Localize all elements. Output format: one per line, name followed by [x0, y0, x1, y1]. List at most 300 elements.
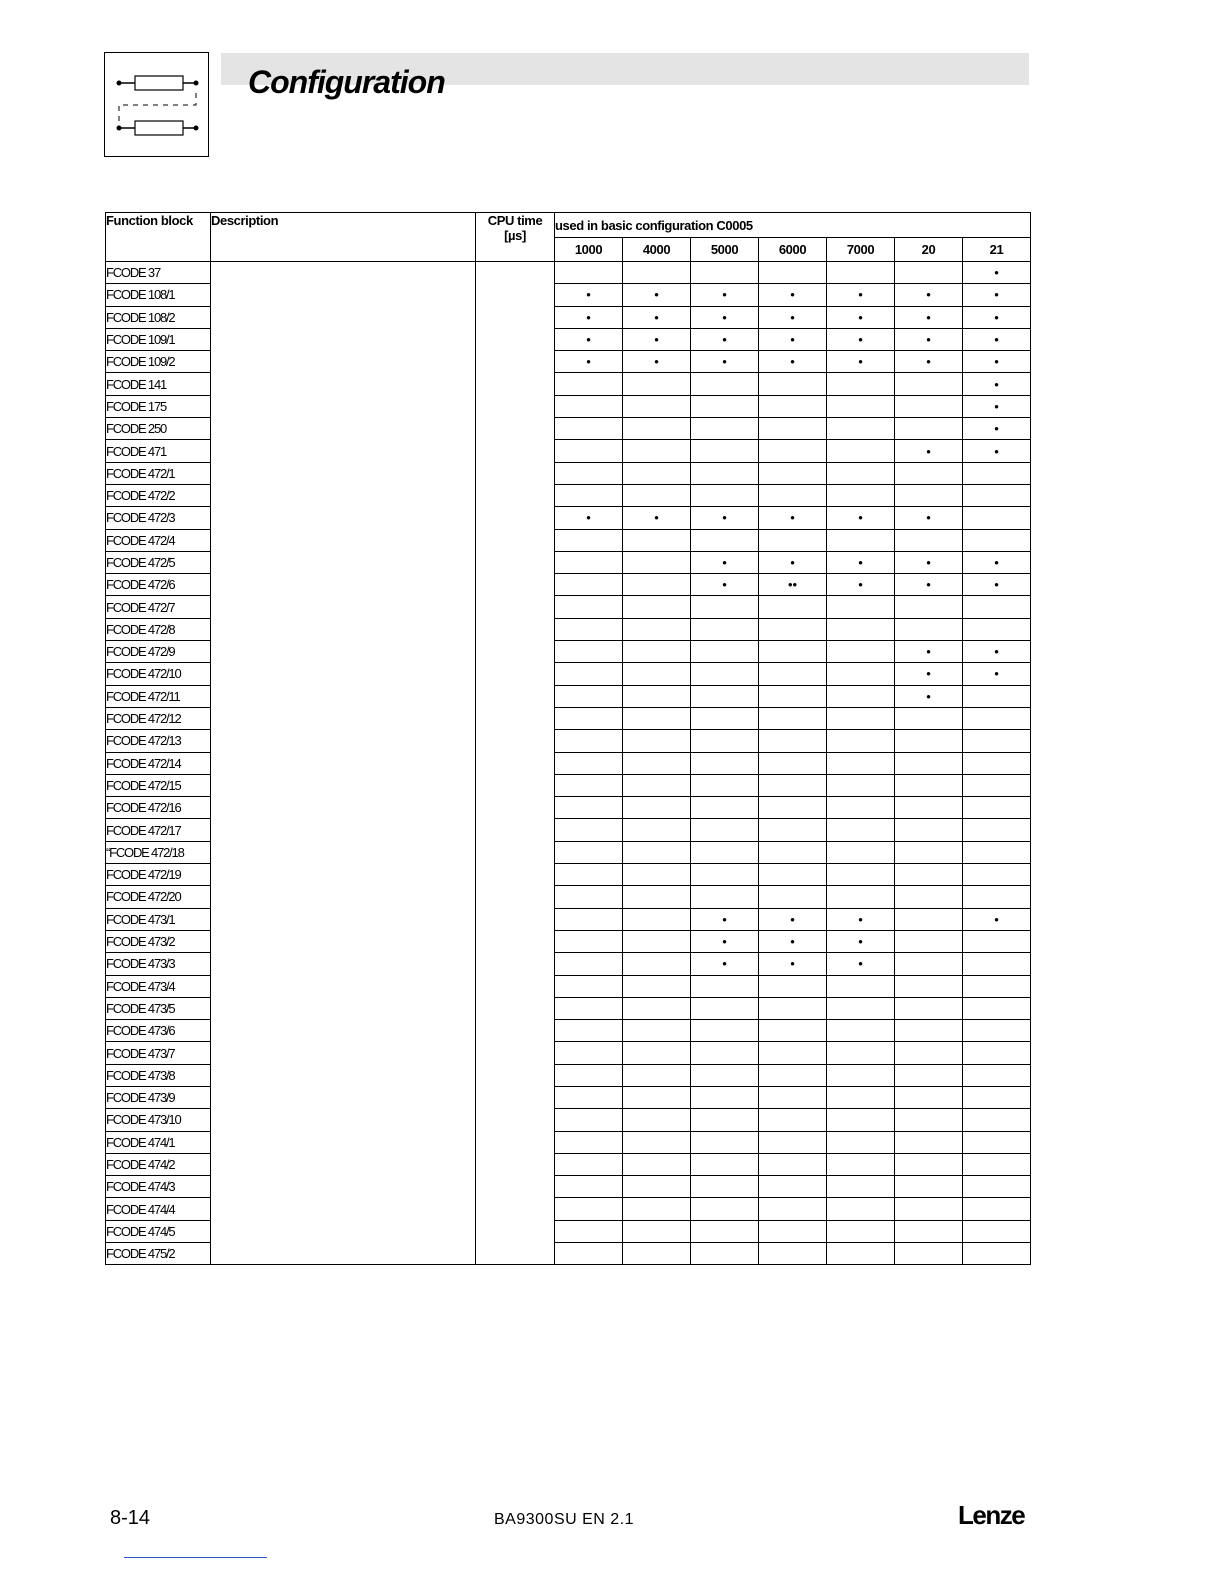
usage-mark-cell: • — [895, 551, 963, 573]
function-block-cell: FCODE 472/7 — [106, 596, 211, 618]
usage-mark-cell: • — [963, 418, 1031, 440]
usage-mark-cell — [691, 707, 759, 729]
function-block-cell: FCODE 473/5 — [106, 997, 211, 1019]
usage-mark-cell — [623, 1131, 691, 1153]
usage-mark-cell: • — [555, 284, 623, 306]
usage-mark-cell — [895, 418, 963, 440]
usage-mark-cell — [555, 574, 623, 596]
usage-mark-cell — [895, 618, 963, 640]
usage-mark-cell — [759, 1220, 827, 1242]
usage-mark-cell: • — [691, 328, 759, 350]
usage-mark-cell — [759, 373, 827, 395]
usage-mark-cell — [963, 1131, 1031, 1153]
usage-mark-cell — [623, 529, 691, 551]
usage-mark-cell — [555, 1198, 623, 1220]
usage-mark-cell — [555, 529, 623, 551]
usage-mark-cell — [623, 395, 691, 417]
usage-mark-cell — [827, 373, 895, 395]
usage-mark-cell — [759, 529, 827, 551]
usage-mark-cell — [691, 997, 759, 1019]
usage-mark-cell — [895, 484, 963, 506]
usage-mark-cell — [691, 395, 759, 417]
usage-mark-cell — [895, 953, 963, 975]
usage-mark-cell — [555, 1109, 623, 1131]
usage-mark-cell — [691, 596, 759, 618]
function-block-cell: FCODE 473/4 — [106, 975, 211, 997]
usage-mark-cell — [555, 551, 623, 573]
usage-mark-cell — [827, 1198, 895, 1220]
usage-mark-cell — [691, 1131, 759, 1153]
usage-mark-cell: • — [555, 507, 623, 529]
usage-mark-cell: • — [827, 953, 895, 975]
usage-mark-cell — [555, 484, 623, 506]
usage-mark-cell — [555, 641, 623, 663]
usage-mark-cell — [623, 596, 691, 618]
usage-mark-cell — [827, 484, 895, 506]
usage-mark-cell — [827, 841, 895, 863]
usage-mark-cell — [623, 262, 691, 284]
usage-mark-cell — [623, 1064, 691, 1086]
usage-mark-cell: • — [827, 328, 895, 350]
usage-mark-cell: • — [895, 351, 963, 373]
usage-mark-cell — [623, 730, 691, 752]
function-block-diagram-icon — [104, 52, 209, 157]
usage-mark-cell — [963, 797, 1031, 819]
function-block-cell: FCODE 472/11 — [106, 685, 211, 707]
usage-mark-cell — [827, 886, 895, 908]
link-underline — [124, 1557, 267, 1558]
usage-mark-cell: • — [963, 395, 1031, 417]
usage-mark-cell: • — [759, 930, 827, 952]
usage-mark-cell — [963, 774, 1031, 796]
usage-mark-cell — [691, 618, 759, 640]
usage-mark-cell — [555, 1220, 623, 1242]
usage-mark-cell — [555, 462, 623, 484]
usage-mark-cell — [963, 596, 1031, 618]
usage-mark-cell — [691, 1064, 759, 1086]
function-block-cell: FCODE 473/3 — [106, 953, 211, 975]
usage-mark-cell — [963, 752, 1031, 774]
usage-mark-cell — [827, 1153, 895, 1175]
usage-mark-cell — [623, 618, 691, 640]
usage-mark-cell — [555, 663, 623, 685]
usage-mark-cell — [623, 1042, 691, 1064]
function-block-cell: FCODE 472/1 — [106, 462, 211, 484]
usage-mark-cell: • — [827, 551, 895, 573]
usage-mark-cell: • — [963, 908, 1031, 930]
header-description: Description — [211, 213, 476, 262]
usage-mark-cell — [691, 752, 759, 774]
usage-mark-cell — [963, 507, 1031, 529]
usage-mark-cell: • — [759, 306, 827, 328]
function-block-cell: FCODE 472/17 — [106, 819, 211, 841]
usage-mark-cell — [555, 997, 623, 1019]
usage-mark-cell: • — [895, 685, 963, 707]
function-block-cell: FCODE 108/1 — [106, 284, 211, 306]
usage-mark-cell — [555, 975, 623, 997]
usage-mark-cell — [759, 1020, 827, 1042]
function-block-cell: FCODE 472/13 — [106, 730, 211, 752]
function-block-cell: FCODE 474/1 — [106, 1131, 211, 1153]
usage-mark-cell — [963, 1042, 1031, 1064]
header-used-in: used in basic configuration C0005 — [555, 213, 1031, 238]
usage-mark-cell — [895, 975, 963, 997]
configuration-table — [105, 212, 1031, 1265]
usage-mark-cell — [827, 1042, 895, 1064]
usage-mark-cell — [759, 618, 827, 640]
usage-mark-cell — [963, 462, 1031, 484]
usage-mark-cell — [827, 997, 895, 1019]
cpu-time-cell — [476, 262, 555, 1265]
header-config-6000: 6000 — [759, 238, 827, 262]
usage-mark-cell — [555, 596, 623, 618]
usage-mark-cell: • — [895, 306, 963, 328]
header-function-block: Function block — [106, 213, 211, 262]
usage-mark-cell — [759, 440, 827, 462]
usage-mark-cell — [963, 930, 1031, 952]
usage-mark-cell — [555, 707, 623, 729]
usage-mark-cell — [691, 418, 759, 440]
usage-mark-cell — [827, 1020, 895, 1042]
header-config-7000: 7000 — [827, 238, 895, 262]
usage-mark-cell — [827, 1064, 895, 1086]
usage-mark-cell — [691, 1042, 759, 1064]
table-row — [106, 262, 1031, 284]
usage-mark-cell — [759, 997, 827, 1019]
function-block-cell: FCODE 141 — [106, 373, 211, 395]
usage-mark-cell — [623, 930, 691, 952]
usage-mark-cell — [759, 1198, 827, 1220]
function-block-cell: FCODE 474/3 — [106, 1176, 211, 1198]
usage-mark-cell — [759, 797, 827, 819]
usage-mark-cell — [759, 462, 827, 484]
usage-mark-cell: • — [759, 953, 827, 975]
usage-mark-cell — [827, 1176, 895, 1198]
usage-mark-cell: • — [895, 328, 963, 350]
usage-mark-cell — [555, 730, 623, 752]
usage-mark-cell: • — [963, 284, 1031, 306]
usage-mark-cell — [963, 1198, 1031, 1220]
usage-mark-cell — [555, 841, 623, 863]
usage-mark-cell: • — [691, 574, 759, 596]
usage-mark-cell — [691, 1220, 759, 1242]
usage-mark-cell — [691, 529, 759, 551]
usage-mark-cell — [759, 819, 827, 841]
usage-mark-cell — [963, 1020, 1031, 1042]
usage-mark-cell — [555, 908, 623, 930]
usage-mark-cell — [623, 574, 691, 596]
function-block-cell: FCODE 109/1 — [106, 328, 211, 350]
usage-mark-cell — [623, 1176, 691, 1198]
usage-mark-cell — [623, 975, 691, 997]
usage-mark-cell — [895, 1131, 963, 1153]
usage-mark-cell: • — [555, 351, 623, 373]
usage-mark-cell — [623, 1153, 691, 1175]
usage-mark-cell — [623, 418, 691, 440]
usage-mark-cell — [963, 730, 1031, 752]
table-body — [106, 262, 1031, 1265]
usage-mark-cell: • — [963, 306, 1031, 328]
usage-mark-cell — [555, 752, 623, 774]
brand-logo: Lenze — [958, 1500, 1025, 1530]
usage-mark-cell — [555, 886, 623, 908]
usage-mark-cell: • — [963, 440, 1031, 462]
function-block-cell: FCODE 472/4 — [106, 529, 211, 551]
usage-mark-cell — [691, 1176, 759, 1198]
usage-mark-cell — [623, 953, 691, 975]
usage-mark-cell: • — [963, 262, 1031, 284]
usage-mark-cell — [963, 1243, 1031, 1265]
usage-mark-cell — [963, 1086, 1031, 1108]
function-block-cell: FCODE 473/2 — [106, 930, 211, 952]
usage-mark-cell — [555, 685, 623, 707]
usage-mark-cell — [623, 440, 691, 462]
function-block-cell: FCODE 473/7 — [106, 1042, 211, 1064]
header-cpu-time-label: CPU time — [487, 213, 543, 228]
usage-mark-cell — [827, 774, 895, 796]
usage-mark-cell — [827, 529, 895, 551]
function-block-cell: FCODE 472/15 — [106, 774, 211, 796]
usage-mark-cell — [759, 1153, 827, 1175]
function-block-cell: FCODE 109/2 — [106, 351, 211, 373]
usage-mark-cell — [827, 1109, 895, 1131]
function-block-cell: FCODE 473/10 — [106, 1109, 211, 1131]
usage-mark-cell — [895, 752, 963, 774]
page-number: 8-14 — [110, 1507, 151, 1529]
usage-mark-cell — [963, 685, 1031, 707]
usage-mark-cell — [895, 886, 963, 908]
usage-mark-cell: • — [691, 351, 759, 373]
usage-mark-cell: • — [963, 328, 1031, 350]
usage-mark-cell: • — [895, 641, 963, 663]
usage-mark-cell — [623, 1109, 691, 1131]
function-block-cell: FCODE 472/10 — [106, 663, 211, 685]
usage-mark-cell — [963, 618, 1031, 640]
usage-mark-cell: • — [963, 373, 1031, 395]
function-block-cell: “FCODE 472/18 — [106, 841, 211, 863]
usage-mark-cell — [623, 1243, 691, 1265]
usage-mark-cell — [827, 730, 895, 752]
usage-mark-cell: • — [759, 507, 827, 529]
usage-mark-cell: • — [759, 351, 827, 373]
usage-mark-cell — [895, 1020, 963, 1042]
usage-mark-cell: • — [827, 908, 895, 930]
usage-mark-cell: • — [623, 507, 691, 529]
function-block-cell: FCODE 472/6 — [106, 574, 211, 596]
usage-mark-cell — [691, 819, 759, 841]
usage-mark-cell — [691, 730, 759, 752]
usage-mark-cell — [963, 886, 1031, 908]
usage-mark-cell — [963, 1064, 1031, 1086]
usage-mark-cell — [623, 373, 691, 395]
function-block-cell: FCODE 472/5 — [106, 551, 211, 573]
usage-mark-cell — [827, 752, 895, 774]
usage-mark-cell — [691, 886, 759, 908]
usage-mark-cell: • — [827, 507, 895, 529]
function-block-cell: FCODE 474/4 — [106, 1198, 211, 1220]
usage-mark-cell — [759, 1086, 827, 1108]
usage-mark-cell — [759, 641, 827, 663]
usage-mark-cell — [963, 864, 1031, 886]
usage-mark-cell — [691, 1086, 759, 1108]
usage-mark-cell: • — [895, 574, 963, 596]
usage-mark-cell: • — [555, 328, 623, 350]
usage-mark-cell — [827, 395, 895, 417]
usage-mark-cell — [555, 774, 623, 796]
usage-mark-cell — [759, 685, 827, 707]
function-block-cell: FCODE 472/8 — [106, 618, 211, 640]
usage-mark-cell — [623, 707, 691, 729]
usage-mark-cell — [827, 1086, 895, 1108]
usage-mark-cell — [691, 373, 759, 395]
function-block-cell: FCODE 474/2 — [106, 1153, 211, 1175]
function-block-cell: FCODE 473/1 — [106, 908, 211, 930]
header-config-1000: 1000 — [555, 238, 623, 262]
usage-mark-cell: • — [827, 284, 895, 306]
usage-mark-cell — [555, 864, 623, 886]
usage-mark-cell — [963, 707, 1031, 729]
usage-mark-cell — [691, 1153, 759, 1175]
usage-mark-cell: • — [895, 507, 963, 529]
usage-mark-cell — [895, 1176, 963, 1198]
usage-mark-cell — [895, 373, 963, 395]
usage-mark-cell: • — [691, 953, 759, 975]
usage-mark-cell — [827, 418, 895, 440]
usage-mark-cell — [623, 1220, 691, 1242]
function-block-cell: FCODE 37 — [106, 262, 211, 284]
usage-mark-cell — [895, 262, 963, 284]
usage-mark-cell — [827, 975, 895, 997]
usage-mark-cell — [963, 1176, 1031, 1198]
usage-mark-cell — [623, 819, 691, 841]
usage-mark-cell — [759, 841, 827, 863]
usage-mark-cell — [691, 462, 759, 484]
usage-mark-cell — [623, 841, 691, 863]
usage-mark-cell: • — [827, 574, 895, 596]
usage-mark-cell — [623, 551, 691, 573]
usage-mark-cell: • — [963, 574, 1031, 596]
usage-mark-cell — [555, 930, 623, 952]
usage-mark-cell — [691, 1198, 759, 1220]
usage-mark-cell: • — [623, 351, 691, 373]
usage-mark-cell — [759, 262, 827, 284]
usage-mark-cell — [691, 975, 759, 997]
usage-mark-cell: •• — [759, 574, 827, 596]
header-config-20: 20 — [895, 238, 963, 262]
usage-mark-cell — [623, 663, 691, 685]
function-block-cell: FCODE 474/5 — [106, 1220, 211, 1242]
usage-mark-cell — [691, 641, 759, 663]
usage-mark-cell — [623, 462, 691, 484]
usage-mark-cell — [555, 1042, 623, 1064]
usage-mark-cell — [623, 864, 691, 886]
usage-mark-cell — [827, 262, 895, 284]
usage-mark-cell — [895, 1064, 963, 1086]
usage-mark-cell — [555, 373, 623, 395]
usage-mark-cell: • — [691, 930, 759, 952]
usage-mark-cell — [895, 997, 963, 1019]
function-block-cell: FCODE 472/3 — [106, 507, 211, 529]
usage-mark-cell — [555, 262, 623, 284]
usage-mark-cell — [963, 484, 1031, 506]
usage-mark-cell — [623, 1198, 691, 1220]
page-title: Configuration — [248, 64, 445, 100]
usage-mark-cell — [555, 1176, 623, 1198]
usage-mark-cell: • — [555, 306, 623, 328]
usage-mark-cell — [827, 685, 895, 707]
usage-mark-cell — [759, 1109, 827, 1131]
header-cpu-time-unit: [µs] — [504, 228, 526, 243]
usage-mark-cell — [895, 1109, 963, 1131]
usage-mark-cell — [691, 685, 759, 707]
function-block-cell: FCODE 472/19 — [106, 864, 211, 886]
usage-mark-cell — [895, 864, 963, 886]
header-config-21: 21 — [963, 238, 1031, 262]
usage-mark-cell — [759, 886, 827, 908]
usage-mark-cell — [895, 1086, 963, 1108]
function-block-cell: FCODE 472/16 — [106, 797, 211, 819]
usage-mark-cell — [895, 1153, 963, 1175]
usage-mark-cell — [895, 707, 963, 729]
usage-mark-cell — [555, 440, 623, 462]
usage-mark-cell — [827, 440, 895, 462]
usage-mark-cell — [827, 1131, 895, 1153]
usage-mark-cell — [759, 663, 827, 685]
usage-mark-cell: • — [963, 351, 1031, 373]
function-block-cell: FCODE 473/6 — [106, 1020, 211, 1042]
usage-mark-cell — [759, 596, 827, 618]
usage-mark-cell: • — [827, 351, 895, 373]
usage-mark-cell — [555, 1243, 623, 1265]
usage-mark-cell — [691, 1020, 759, 1042]
usage-mark-cell — [895, 1198, 963, 1220]
usage-mark-cell — [623, 1020, 691, 1042]
usage-mark-cell — [691, 440, 759, 462]
usage-mark-cell: • — [623, 306, 691, 328]
usage-mark-cell — [963, 1109, 1031, 1131]
usage-mark-cell — [623, 774, 691, 796]
usage-mark-cell — [623, 685, 691, 707]
usage-mark-cell — [623, 1086, 691, 1108]
usage-mark-cell: • — [759, 284, 827, 306]
usage-mark-cell — [555, 797, 623, 819]
usage-mark-cell — [555, 1020, 623, 1042]
usage-mark-cell — [827, 864, 895, 886]
usage-mark-cell — [691, 1109, 759, 1131]
usage-mark-cell: • — [963, 641, 1031, 663]
usage-mark-cell — [963, 1153, 1031, 1175]
usage-mark-cell — [895, 395, 963, 417]
usage-mark-cell — [827, 641, 895, 663]
usage-mark-cell — [963, 975, 1031, 997]
function-block-cell: FCODE 472/14 — [106, 752, 211, 774]
usage-mark-cell — [827, 663, 895, 685]
usage-mark-cell — [623, 997, 691, 1019]
usage-mark-cell: • — [623, 284, 691, 306]
usage-mark-cell — [691, 841, 759, 863]
usage-mark-cell — [691, 663, 759, 685]
usage-mark-cell: • — [827, 930, 895, 952]
usage-mark-cell — [895, 1220, 963, 1242]
usage-mark-cell — [827, 596, 895, 618]
usage-mark-cell — [895, 730, 963, 752]
usage-mark-cell — [895, 930, 963, 952]
usage-mark-cell — [827, 1243, 895, 1265]
usage-mark-cell — [827, 707, 895, 729]
usage-mark-cell — [555, 1131, 623, 1153]
usage-mark-cell — [759, 1131, 827, 1153]
usage-mark-cell — [895, 529, 963, 551]
